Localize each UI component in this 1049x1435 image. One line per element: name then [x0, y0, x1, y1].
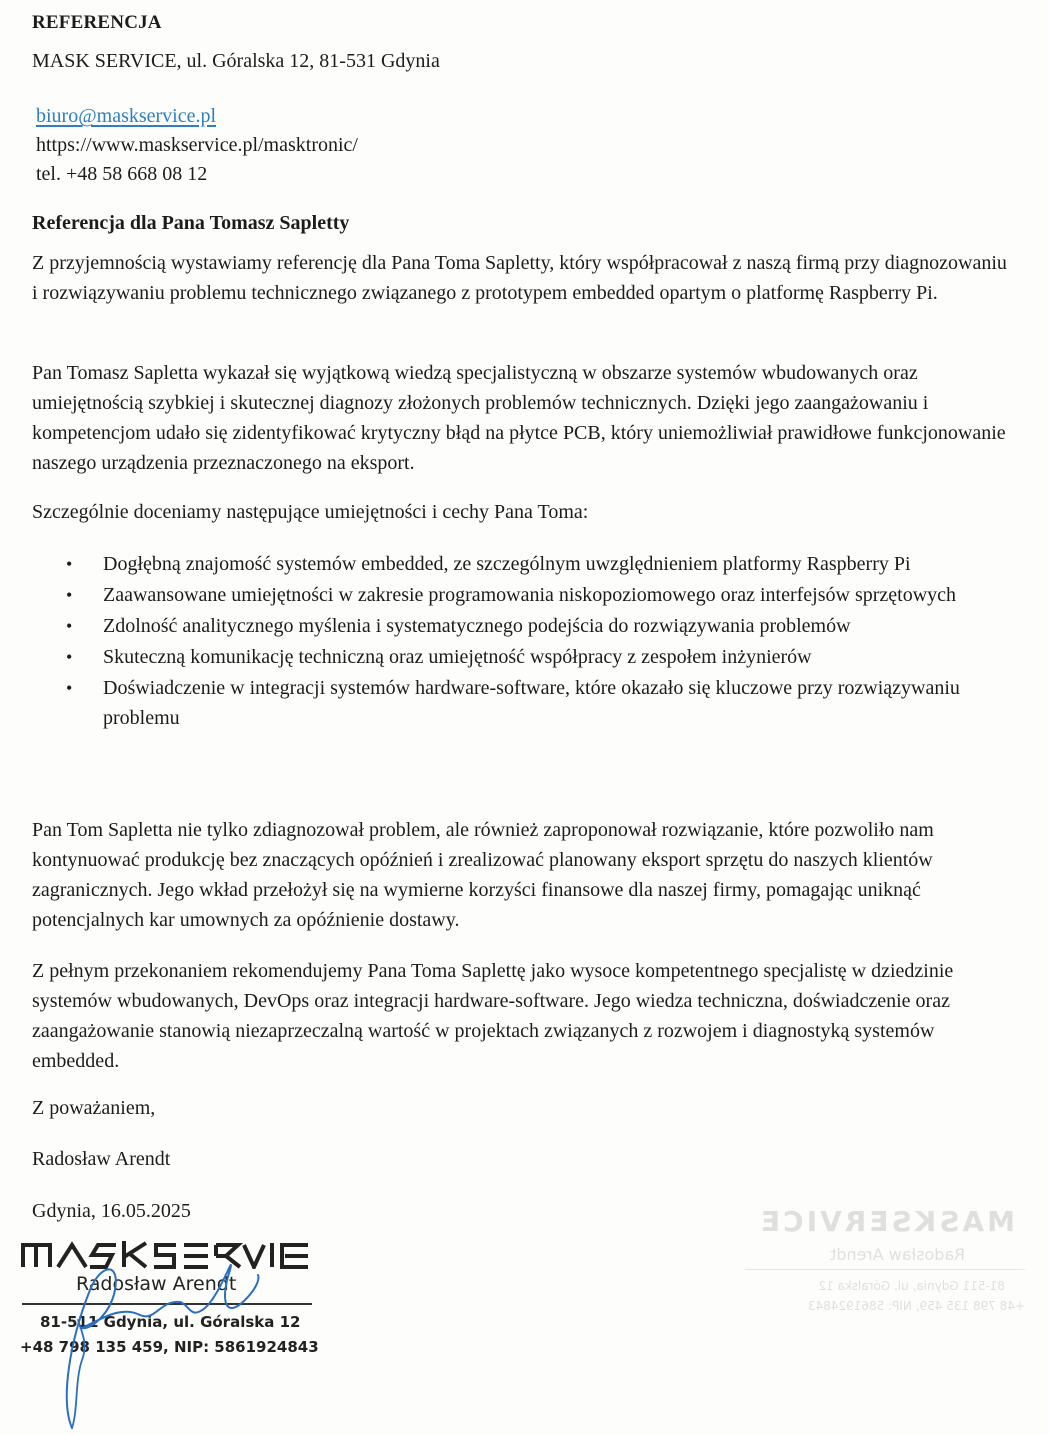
bleed-name: Radosław Arendt [830, 1245, 965, 1264]
list-item-text: Zdolność analitycznego myślenia i systematycznego podejścia do rozwiązywania problemów [103, 615, 851, 637]
list-item [32, 611, 1012, 641]
stamp-phone-nip: +48 798 135 459, NIP: 5861924843 [20, 1338, 319, 1356]
list-item-text: Dogłębną znajomość systemów embedded, ze szczególnym uwzględnieniem platformy Raspberry Pi [103, 553, 911, 575]
paragraph-outcome: Pan Tom Sapletta nie tylko zdiagnozował problem, ale również zaproponował rozwiązanie, które pozwoliło nam kontynuować produkcję bez znaczących opóźnień i zrealizować planowany eksport sprzętu do naszych klientów zagranicznych. Jego wkład przełożył się na wymierne korzyści finansowe dla naszej firmy, pomagając uniknąć potencjalnych kar umownych za opóźnienie dostawy. [32, 819, 934, 931]
list-item [32, 549, 1012, 579]
bleed-address: 81-511 Gdynia, ul. Góralska 12 [818, 1279, 1005, 1293]
bleed-logo: MASKSERVICE [757, 1205, 1015, 1238]
list-item-text: Skuteczną komunikację techniczną oraz umiejętność współpracy z zespołem inżynierów [103, 646, 812, 668]
list-item [32, 642, 1012, 672]
stamp-divider [22, 1303, 312, 1305]
stamp-address: 81-511 Gdynia, ul. Góralska 12 [40, 1313, 301, 1331]
contact-block [36, 102, 358, 189]
bullet-icon: • [66, 678, 73, 698]
stamp-name: Radosław Arendt [76, 1273, 237, 1295]
document-title: REFERENCJA [32, 12, 162, 33]
list-item [32, 580, 1012, 610]
bullet-icon: • [66, 585, 73, 605]
paragraph-intro: Z przyjemnością wystawiamy referencję dla Pana Toma Sapletty, który współpracował z naszą firmą przy diagnozowaniu i rozwiązywaniu problemu technicznego związanego z prototypem embedded opartym o platformę Raspberry Pi. [32, 252, 1007, 304]
list-item-text: Zaawansowane umiejętności w zakresie programowania niskopoziomowego oraz interfejsów sprzętowych [103, 584, 957, 606]
phone-text: tel. +48 58 668 08 12 [36, 163, 208, 185]
paragraph-expertise: Pan Tomasz Sapletta wykazał się wyjątkową wiedzą specjalistyczną w obszarze systemów wbudowanych oraz umiejętnością szybkiej i skutecznej diagnozy złożonych problemów technicznych. Dzięki jego zaangażowaniu i kompetencjom udało się zidentyfikować krytyczny błąd na płytce PCB, który uniemożliwiał prawidłowe funkcjonowanie naszego urządzenia przeznaczonego na eksport. [32, 362, 1006, 474]
list-item-text: Doświadczenie w integracji systemów hardware-software, które okazało się kluczowe przy rozwiązywaniu problemu [103, 677, 960, 729]
closing-salutation: Z poważaniem, [32, 1097, 156, 1119]
signatory-name: Radosław Arendt [32, 1148, 171, 1170]
maskservice-logo [20, 1237, 310, 1269]
website-text: https://www.maskservice.pl/masktronic/ [36, 134, 358, 156]
bullet-icon: • [66, 554, 73, 574]
paragraph-skills-intro: Szczególnie doceniamy następujące umiejętności i cechy Pana Toma: [32, 501, 589, 523]
skills-list [32, 549, 1012, 734]
company-address: MASK SERVICE, ul. Góralska 12, 81-531 Gdynia [32, 50, 440, 72]
stamp-bleed-through [725, 1205, 1025, 1345]
bullet-icon: • [66, 647, 73, 667]
bullet-icon: • [66, 616, 73, 636]
company-stamp [18, 1237, 318, 1427]
letter-subject: Referencja dla Pana Tomasz Sapletty [32, 212, 350, 234]
bleed-phone: +48 798 135 459, NIP: 5861924843 [807, 1299, 1025, 1313]
bleed-divider [745, 1269, 1025, 1270]
list-item [32, 673, 1012, 733]
email-link[interactable]: biuro@maskservice.pl [36, 105, 217, 127]
place-date: Gdynia, 16.05.2025 [32, 1200, 191, 1222]
paragraph-recommendation: Z pełnym przekonaniem rekomendujemy Pana Toma Saplettę jako wysoce kompetentnego specjalistę w dziedzinie systemów wbudowanych, DevOps oraz integracji hardware-software. Jego wiedza techniczna, doświadczenie oraz zaangażowanie stanowią niezaprzeczalną wartość w projektach związanych z rozwojem i diagnostyką systemów embedded. [32, 960, 954, 1072]
